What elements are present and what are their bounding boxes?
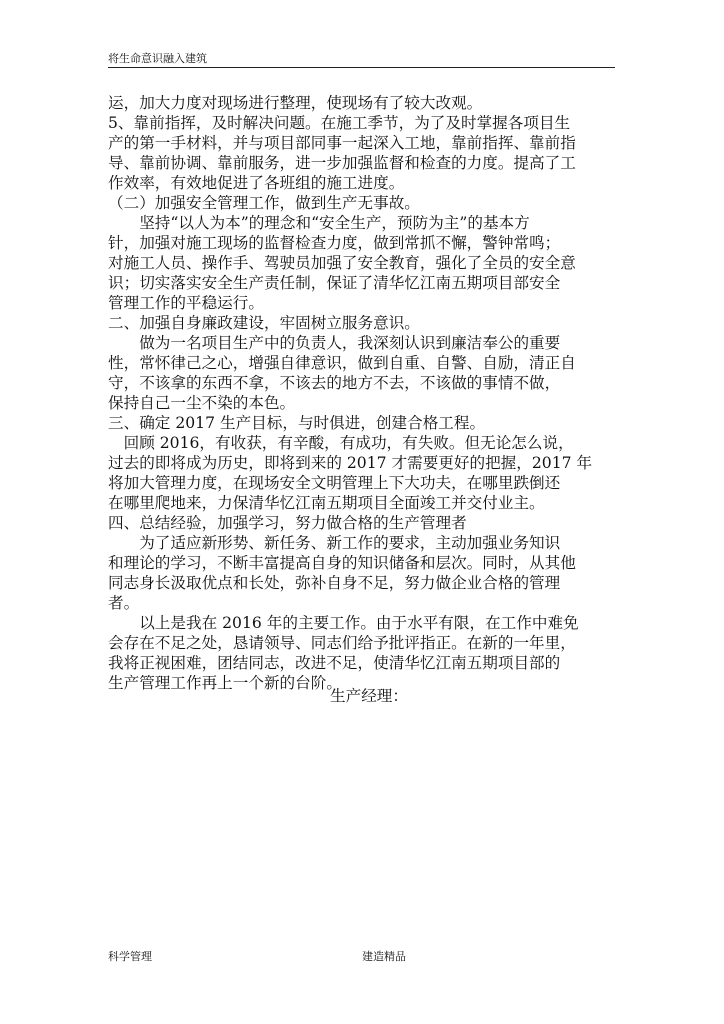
text-line: 以上是我在 2016 年的主要工作。由于水平有限，在工作中难免 — [108, 614, 579, 632]
signature-label: 生产经理： — [330, 687, 408, 705]
text-line: 性，常怀律己之心，增强自律意识，做到自重、自警、自励，清正自 — [108, 354, 576, 372]
section-heading: 二、加强自身廉政建设，牢固树立服务意识。 — [108, 314, 420, 332]
footer-left-text: 科学管理 — [108, 950, 152, 963]
text-line: 和理论的学习，不断丰富提高自身的知识储备和层次。同时，从其他 — [108, 554, 576, 572]
text-line: 产的第一手材料，并与项目部同事一起深入工地，靠前指挥、靠前指 — [108, 134, 576, 152]
text-line: 在哪里爬地来，力保清华忆江南五期项目全面竣工并交付业主。 — [108, 494, 545, 512]
text-line: 对施工人员、操作手、驾驶员加强了安全教育，强化了全员的安全意 — [108, 254, 576, 272]
text-line: 5、靠前指挥，及时解决问题。在施工季节，为了及时掌握各项目生 — [108, 114, 571, 132]
text-line: 针，加强对施工现场的监督检查力度，做到常抓不懈，警钟常鸣； — [108, 234, 561, 252]
text-line: 我将正视困难，团结同志，改进不足，使清华忆江南五期项目部的 — [108, 654, 561, 672]
text-line: 回顾 2016，有收获，有辛酸，有成功，有失败。但无论怎么说， — [108, 434, 574, 452]
text-line: 保持自己一尘不染的本色。 — [108, 394, 296, 412]
section-heading: 三、确定 2017 生产目标，与时俱进，创建合格工程。 — [108, 414, 486, 432]
text-line: 会存在不足之处，恳请领导、同志们给予批评指正。在新的一年里， — [108, 634, 576, 652]
text-line: 做为一名项目生产中的负责人，我深刻认识到廉洁奉公的重要 — [108, 334, 561, 352]
text-line: 管理工作的平稳运行。 — [108, 294, 264, 312]
text-line: 识；切实落实安全生产责任制，保证了清华忆江南五期项目部安全 — [108, 274, 561, 292]
text-line: 将加大管理力度，在现场安全文明管理上下大功夫，在哪里跌倒还 — [108, 474, 561, 492]
page-header: 将生命意识融入建筑 — [108, 52, 615, 68]
section-heading: 四、总结经验，加强学习，努力做合格的生产管理者 — [108, 514, 467, 532]
footer-center-text: 建造精品 — [362, 950, 406, 963]
text-line: 守，不该拿的东西不拿，不该去的地方不去，不该做的事情不做， — [108, 374, 561, 392]
text-line: 同志身长汲取优点和长处，弥补自身不足，努力做企业合格的管理 — [108, 574, 561, 592]
section-heading: （二）加强安全管理工作，做到生产无事故。 — [108, 194, 420, 212]
text-line: 者。 — [108, 594, 140, 612]
text-line: 过去的即将成为历史，即将到来的 2017 才需要更好的把握，2017 年 — [108, 454, 593, 472]
document-body — [108, 93, 618, 693]
text-line: 运，加大力度对现场进行整理，使现场有了较大改观。 — [108, 94, 483, 112]
text-line: 导、靠前协调、靠前服务，进一步加强监督和检查的力度。提高了工 — [108, 154, 576, 172]
text-line: 生产管理工作再上一个新的台阶。 — [108, 674, 342, 692]
text-line: 作效率，有效地促进了各班组的施工进度。 — [108, 174, 405, 192]
text-line: 为了适应新形势、新任务、新工作的要求，主动加强业务知识 — [108, 534, 561, 552]
text-line: 坚持“以人为本”的理念和“安全生产，预防为主”的基本方 — [108, 214, 530, 232]
